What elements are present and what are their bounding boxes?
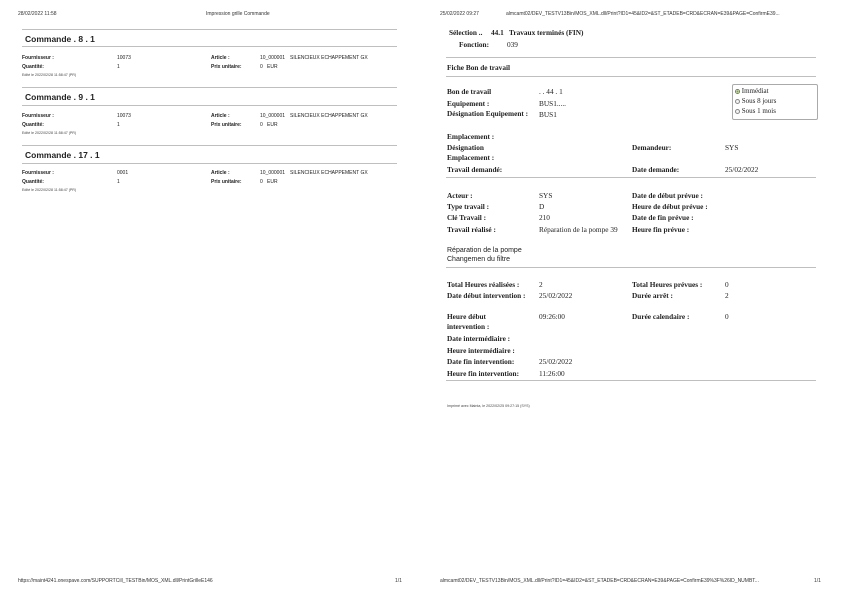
left-header-title: Impression grille Commande — [206, 11, 270, 17]
right-footer-page: 1/1 — [814, 578, 821, 584]
demandeur-value: SYS — [725, 143, 739, 152]
article-description: SILENCIEUX ECHAPPEMENT GX — [290, 55, 368, 61]
equip-label: Equipement : — [447, 99, 490, 108]
heure-fin-int-label: Heure fin intervention: — [447, 369, 520, 378]
quantite-value: 1 — [117, 179, 120, 185]
divider — [22, 163, 397, 164]
acteur-label: Acteur : — [447, 191, 473, 200]
demandeur-label: Demandeur: — [632, 143, 672, 152]
fournisseur-value: 0001 — [117, 170, 129, 176]
acteur-value: SYS — [539, 191, 553, 200]
order-title: Commande . 8 . 1 — [25, 34, 95, 44]
duree-cal-value: 0 — [725, 312, 729, 321]
divider — [446, 267, 816, 268]
radio-8-jours[interactable] — [735, 97, 776, 105]
article-label: Article : — [211, 113, 230, 119]
quantite-label: Quantité: — [22, 122, 44, 128]
selection-status: Travaux terminés (FIN) — [509, 28, 584, 37]
prix-label: Prix unitaire: — [211, 179, 242, 185]
radio-1-mois[interactable] — [735, 107, 776, 115]
left-footer-page: 1/1 — [395, 578, 402, 584]
fonction-label: Fonction: — [459, 40, 489, 49]
desig-equip-label: Désignation Equipement : — [447, 109, 529, 118]
devise-value: EUR — [267, 179, 278, 185]
prix-value: 0 — [260, 64, 263, 70]
radio-immediat[interactable] — [735, 87, 769, 95]
date-debut-prevue-label: Date de début prévue : — [632, 191, 703, 200]
article-description: SILENCIEUX ECHAPPEMENT GX — [290, 170, 368, 176]
left-footer-url: https://maint4241.onespave.com/SUPPORTCill_TESTBin/MOS_XML.dll/PrintGrilleE146 — [18, 578, 213, 584]
divider — [446, 380, 816, 381]
right-header-datetime: 25/02/2022 09:27 — [440, 11, 479, 17]
desig-empl-label: Désignation Emplacement : — [447, 143, 495, 162]
equip-value: BUS1..... — [539, 99, 566, 108]
article-value: 10_000001 — [260, 113, 286, 119]
date-inter-label: Date intermédiaire : — [447, 334, 511, 343]
prix-label: Prix unitaire: — [211, 122, 242, 128]
quantite-value: 1 — [117, 122, 120, 128]
heure-debut-int-label: Heure début intervention : — [447, 312, 490, 331]
heure-debut-int-value: 09:26:00 — [539, 312, 565, 321]
desig-equip-value: BUS1 — [539, 110, 557, 119]
date-demande-label: Date demande: — [632, 165, 680, 174]
date-debut-int-label: Date début intervention : — [447, 291, 526, 300]
date-fin-prevue-label: Date de fin prévue : — [632, 213, 694, 222]
radio-label: Sous 1 mois — [741, 107, 776, 115]
divider — [22, 105, 397, 106]
date-fin-int-value: 25/02/2022 — [539, 357, 573, 366]
total-prevues-value: 0 — [725, 280, 729, 289]
divider — [446, 76, 816, 77]
heure-fin-int-value: 11:26:00 — [539, 369, 565, 378]
heure-debut-prevue-label: Heure de début prévue : — [632, 202, 708, 211]
article-value: 10_000001 — [260, 170, 286, 176]
priority-radio-group — [732, 84, 818, 120]
radio-label: Sous 8 jours — [741, 97, 777, 105]
quantite-label: Quantité: — [22, 179, 44, 185]
type-travail-label: Type travail : — [447, 202, 490, 211]
order-title: Commande . 17 . 1 — [25, 150, 100, 160]
fournisseur-label: Fournisseur : — [22, 55, 54, 61]
selection-label: Sélection .. — [449, 28, 483, 37]
divider — [22, 46, 397, 47]
radio-unchecked-icon — [735, 99, 740, 104]
bon-value: . . 44 . 1 — [539, 87, 563, 96]
total-realisees-value: 2 — [539, 280, 543, 289]
right-footer-url: almcamt02/DEV_TESTV13Bin/MOS_XML.dll/Print?ID1=45&ID2=&ST_ETADEB=CRD&ECRAN=E39&PAGE=ConfirmE39%3F%26ID_NUMBT... — [440, 578, 759, 584]
bon-label: Bon de travail — [447, 87, 492, 96]
devise-value: EUR — [267, 64, 278, 70]
section-title: Fiche Bon de travail — [447, 63, 511, 72]
date-fin-int-label: Date fin intervention: — [447, 357, 515, 366]
divider — [22, 145, 397, 146]
total-realisees-label: Total Heures réalisées : — [447, 280, 520, 289]
date-demande-value: 25/02/2022 — [725, 165, 759, 174]
fournisseur-value: 10073 — [117, 113, 131, 119]
divider — [446, 57, 816, 58]
duree-arret-label: Durée arrêt : — [632, 291, 673, 300]
article-description: SILENCIEUX ECHAPPEMENT GX — [290, 113, 368, 119]
heure-inter-label: Heure intermédiaire : — [447, 346, 515, 355]
devise-value: EUR — [267, 122, 278, 128]
article-value: 10_000001 — [260, 55, 286, 61]
description-line-2: Changemen du filtre — [447, 256, 511, 263]
edited-note: Edité le 2022/02/28 11:58:47 (PR) — [22, 73, 77, 77]
radio-checked-icon — [735, 89, 740, 94]
travail-realise-value: Réparation de la pompe 39 — [539, 225, 618, 234]
prix-value: 0 — [260, 122, 263, 128]
edited-note: Edité le 2022/02/28 11:58:47 (PR) — [22, 131, 77, 135]
quantite-label: Quantité: — [22, 64, 44, 70]
cle-travail-value: 210 — [539, 213, 550, 222]
date-debut-int-value: 25/02/2022 — [539, 291, 573, 300]
left-header-datetime: 28/02/2022 11:58 — [18, 11, 57, 17]
travail-realise-label: Travail réalisé : — [447, 225, 496, 234]
prix-value: 0 — [260, 179, 263, 185]
fournisseur-value: 10073 — [117, 55, 131, 61]
article-label: Article : — [211, 55, 230, 61]
printed-note: Imprimé avec Mainta, le 2022/02/25 09:27:15 (SYS) — [447, 404, 530, 408]
cle-travail-label: Clé Travail : — [447, 213, 487, 222]
fonction-value: 039 — [507, 40, 518, 49]
order-title: Commande . 9 . 1 — [25, 92, 95, 102]
duree-arret-value: 2 — [725, 291, 729, 300]
type-travail-value: D — [539, 202, 545, 211]
description-line-1: Réparation de la pompe — [447, 247, 522, 254]
prix-label: Prix unitaire: — [211, 64, 242, 70]
heure-fin-prevue-label: Heure fin prévue : — [632, 225, 690, 234]
radio-label: Immédiat — [741, 87, 769, 95]
total-prevues-label: Total Heures prévues : — [632, 280, 703, 289]
divider — [446, 177, 816, 178]
travail-demande-label: Travail demandé: — [447, 165, 503, 174]
radio-unchecked-icon — [735, 109, 740, 114]
emplacement-label: Emplacement : — [447, 132, 495, 141]
selection-code: 44.1 — [491, 28, 504, 37]
right-header-url: almcamt02/DEV_TESTV13Bin/MOS_XML.dll/Print?ID1=45&ID2=&ST_ETADEB=CRD&ECRAN=E39&PAGE=ConfirmE39... — [506, 11, 780, 17]
article-label: Article : — [211, 170, 230, 176]
fournisseur-label: Fournisseur : — [22, 170, 54, 176]
edited-note: Edité le 2022/02/28 11:58:47 (PR) — [22, 188, 77, 192]
quantite-value: 1 — [117, 64, 120, 70]
divider — [22, 29, 397, 30]
duree-cal-label: Durée calendaire : — [632, 312, 690, 321]
divider — [22, 87, 397, 88]
fournisseur-label: Fournisseur : — [22, 113, 54, 119]
